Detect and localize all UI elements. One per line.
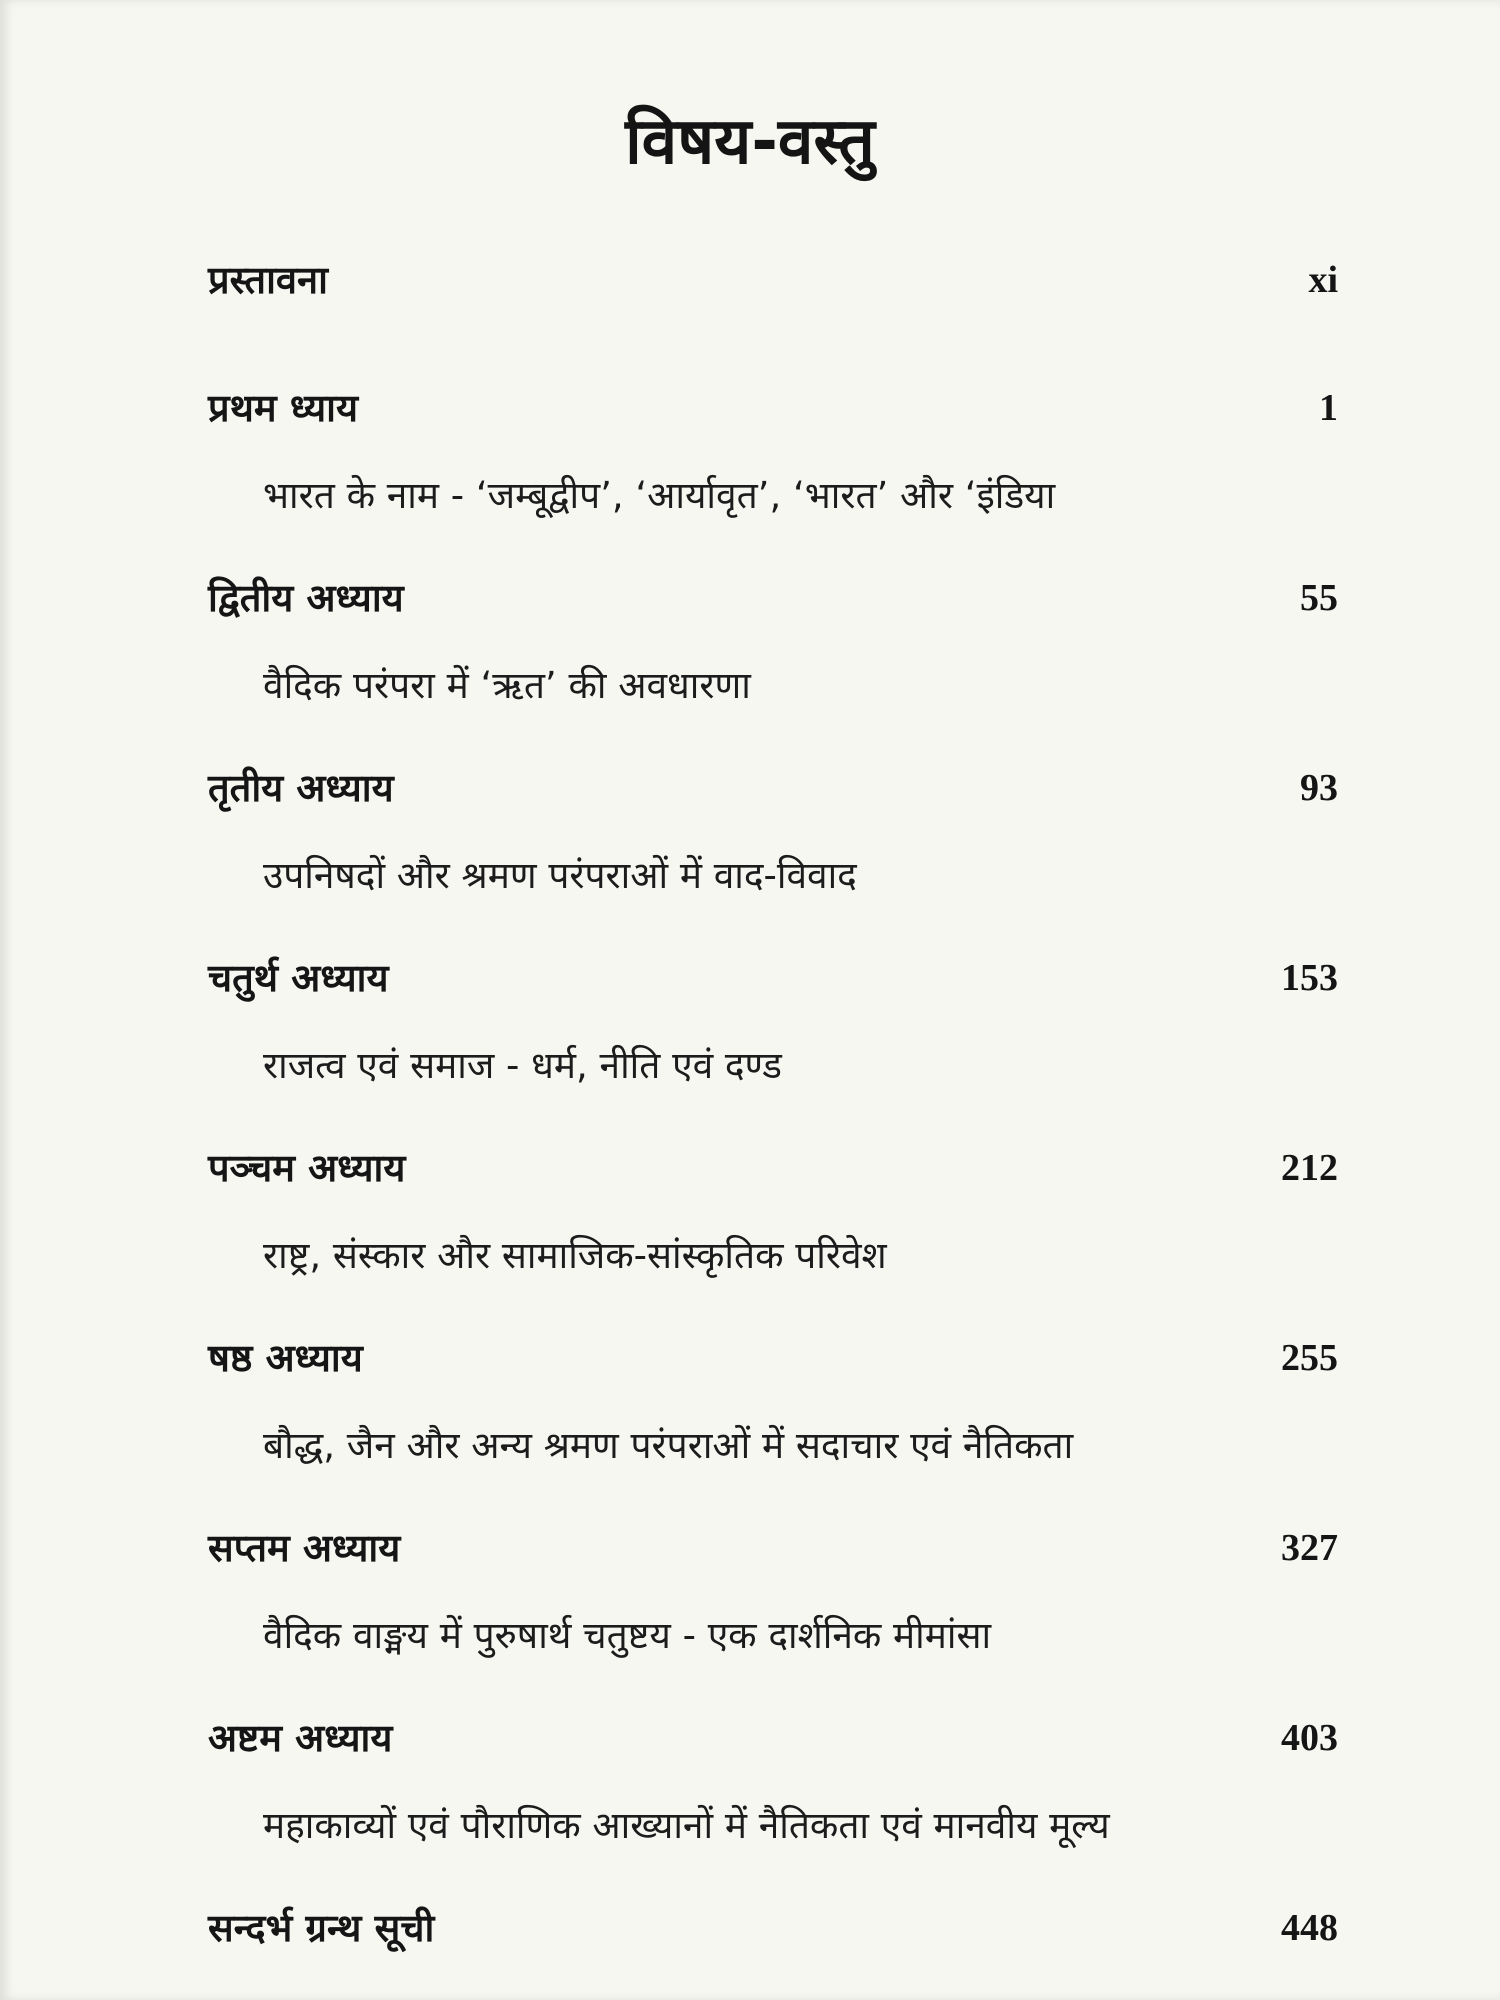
toc-heading: प्रथम ध्याय (208, 386, 359, 430)
toc-subtitle-chapter-5: राष्ट्र, संस्कार और सामाजिक-सांस्कृतिक परिवेश (263, 1234, 887, 1277)
toc-entry-chapter-7 (208, 1518, 1338, 1578)
toc-entry-bibliography (208, 1898, 1338, 1958)
toc-page-number: 153 (1281, 957, 1338, 999)
toc-page-number: 448 (1281, 1907, 1338, 1949)
toc-page-number: 55 (1300, 577, 1338, 619)
toc-subtitle-chapter-3: उपनिषदों और श्रमण परंपराओं में वाद-विवाद (263, 854, 857, 897)
toc-subtitle-chapter-8: महाकाव्यों एवं पौराणिक आख्यानों में नैतिकता एवं मानवीय मूल्य (263, 1804, 1110, 1847)
toc-subtitle-chapter-1: भारत के नाम - ‘जम्बूद्वीप’, ‘आर्यावृत’, ‘भारत’ और ‘इंडिया (263, 474, 1056, 517)
toc-heading: द्वितीय अध्याय (208, 576, 404, 620)
toc-subtitle-chapter-7: वैदिक वाङ्मय में पुरुषार्थ चतुष्टय - एक दार्शनिक मीमांसा (263, 1614, 992, 1657)
page-title: विषय-वस्तु (625, 105, 875, 179)
toc-page-number: 403 (1281, 1717, 1338, 1759)
toc-heading: चतुर्थ अध्याय (208, 956, 389, 1000)
toc-entry-chapter-2 (208, 568, 1338, 628)
toc-page-number: xi (1308, 259, 1338, 301)
toc-heading: अष्टम अध्याय (208, 1716, 393, 1760)
toc-entry-preface (208, 250, 1338, 310)
toc-entry-chapter-4 (208, 948, 1338, 1008)
toc-page-number: 93 (1300, 767, 1338, 809)
toc-heading: षष्ठ अध्याय (208, 1336, 363, 1380)
toc-heading: तृतीय अध्याय (208, 766, 394, 810)
toc-entry-chapter-8 (208, 1708, 1338, 1768)
toc-subtitle-chapter-4: राजत्व एवं समाज - धर्म, नीति एवं दण्ड (263, 1044, 782, 1087)
toc-subtitle-chapter-6: बौद्ध, जैन और अन्य श्रमण परंपराओं में सदाचार एवं नैतिकता (263, 1424, 1074, 1467)
toc-subtitle-chapter-2: वैदिक परंपरा में ‘ऋत’ की अवधारणा (263, 664, 751, 707)
toc-page-number: 1 (1319, 387, 1338, 429)
toc-page-number: 255 (1281, 1337, 1338, 1379)
toc-heading: सन्दर्भ ग्रन्थ सूची (208, 1906, 435, 1950)
toc-entry-chapter-3 (208, 758, 1338, 818)
toc-entry-chapter-6 (208, 1328, 1338, 1388)
toc-entry-chapter-1 (208, 378, 1338, 438)
toc-heading: प्रस्तावना (208, 258, 328, 302)
toc-page-number: 327 (1281, 1527, 1338, 1569)
toc-heading: पञ्चम अध्याय (208, 1146, 406, 1190)
toc-page-number: 212 (1281, 1147, 1338, 1189)
toc-entry-chapter-5 (208, 1138, 1338, 1198)
toc-heading: सप्तम अध्याय (208, 1526, 401, 1570)
